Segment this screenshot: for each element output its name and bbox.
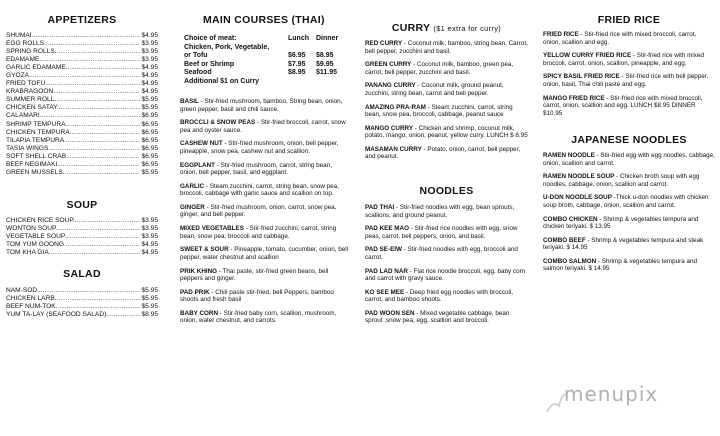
curry-note: Additional $1 on Curry <box>184 77 260 85</box>
menu-item <box>365 104 528 119</box>
soup-heading: SOUP <box>66 199 98 211</box>
menu-item-name: SPRING ROLLS ..... <box>6 48 140 56</box>
menu-item-name: GINGER <box>180 203 205 211</box>
menu-item-name: BASIL <box>180 98 199 105</box>
menu-item-row <box>6 48 158 56</box>
menu-item-row <box>6 104 158 112</box>
menu-item-name: CASHEW NUT <box>180 140 223 148</box>
dinner-header: Dinner <box>316 35 339 42</box>
menu-item <box>365 268 528 283</box>
menu-item-price: $3.95 <box>141 217 158 224</box>
menu-item-row <box>6 161 158 169</box>
menu-item-row <box>6 145 158 153</box>
menu-item-price: $5.95 <box>141 303 158 311</box>
menu-item-name: KO SEE MEE <box>365 288 405 296</box>
column-1 <box>6 0 158 436</box>
menu-item <box>365 204 528 219</box>
menu-item <box>365 40 528 55</box>
menu-item <box>365 61 528 76</box>
menu-item-price: $5.95 <box>141 168 158 176</box>
menu-item-name: YUM TA-LAY (SEAFOOD SALAD) ..... <box>6 311 140 319</box>
main-courses-heading: MAIN COURSES (THAI) <box>203 14 325 26</box>
menu-item-price: $3.95 <box>141 233 158 241</box>
noodles-heading: NOODLES <box>419 185 474 197</box>
menu-item <box>543 237 715 252</box>
menu-item-price: $4.95 <box>141 72 158 80</box>
menu-item-price: $6.95 <box>141 160 158 168</box>
meat-lunch: $6.95 <box>288 52 306 59</box>
menu-item-row <box>6 121 158 129</box>
menu-item <box>180 140 350 155</box>
meat-dinner <box>316 44 344 53</box>
menu-item-name: MANGO FRIED RICE <box>543 94 605 102</box>
menu-item <box>180 225 350 240</box>
menu-item-name: CHICKEN SATAY ..... <box>6 104 140 112</box>
menu-item-name: EGGPLANT <box>180 161 215 169</box>
menu-item-name: PAD PRIK <box>180 288 210 296</box>
menu-item-price: $6.95 <box>141 120 158 128</box>
menu-item <box>180 268 350 283</box>
menu-item-name: CALAMARI ..... <box>6 112 140 120</box>
menu-item-name: BEEF NEGIMAKI ..... <box>6 161 140 169</box>
menu-item-price: $3.95 <box>141 40 158 48</box>
menu-item-description: - Potato, onion, carrot, bell pepper, and peanut. <box>365 145 521 161</box>
menu-item-name: BEEF NUM-TOK ..... <box>6 303 140 311</box>
menu-item-description: - Stir-fried noodles with egg, bean sprouts, scallions, and ground peanut. <box>365 204 515 219</box>
menu-item-description: - Stir-fried rice with mixed broccoli, carrot, onion, scallion, pineapple, and egg. <box>543 52 704 67</box>
menu-item <box>180 310 350 325</box>
menu-item-name: YELLOW CURRY FRIED RICE <box>543 52 632 60</box>
menu-item-row <box>6 303 158 311</box>
menu-item-row <box>6 153 158 161</box>
menu-item-name: SHRIMP TEMPURA ..... <box>6 121 140 129</box>
menu-item <box>180 183 350 198</box>
menu-item-description: -Thick u-don noodles with chicken soup broth, cabbage, onion, scallion and carrot. <box>543 194 709 209</box>
menu-item-row <box>6 311 158 319</box>
lunch-header: Lunch <box>288 35 309 42</box>
menu-item-name: SPICY BASIL FRIED RICE <box>543 73 620 81</box>
menu-item-name: TOM KHA GIA ..... <box>6 249 140 257</box>
menupix-watermark: menupix <box>564 382 659 406</box>
meat-name: Beef or Shrimp <box>184 60 235 68</box>
menu-item-name: CHICKEN LARB ..... <box>6 295 140 303</box>
menu-item-description: - Steam zucchini, carrot, string bean, snow pea, broccoli, cabbage, peanut sauce <box>365 103 513 119</box>
menu-item-description: - Stir-fried rice noodles with egg, snow peas, carrot, bell peppers, onion, and basil. <box>365 225 518 240</box>
menu-item-description: - Chicken broth soup with egg noodles, cabbage, onion, scallion and carrot. <box>543 173 700 188</box>
curry-title: CURRY <box>391 22 431 34</box>
menu-item-name: CHICKEN RICE SOUP ..... <box>6 217 140 225</box>
meat-dinner: $8.95 <box>316 52 334 59</box>
menu-item-name: MASAMAN CURRY <box>365 145 422 153</box>
menu-item-name: GREEN CURRY <box>365 61 412 69</box>
menu-item-name: SWEET & SOUR <box>180 246 229 254</box>
menu-item-name: SUMMER ROLL ..... <box>6 96 140 104</box>
main-courses-list <box>180 98 350 331</box>
menu-item-description: - Stir-fried broccoli, carrot, snow pea and oyster sauce. <box>180 119 346 134</box>
menu-item <box>543 194 715 209</box>
menu-item-row <box>6 233 158 241</box>
menu-item-name: EGG ROLLS ..... <box>6 40 140 48</box>
meat-dinner: $9.95 <box>316 60 334 68</box>
meat-name: Chicken, Pork, Vegetable, <box>184 43 270 51</box>
menu-item-price: $4.95 <box>141 88 158 96</box>
menu-item <box>543 216 715 231</box>
menu-item <box>180 98 350 113</box>
menu-item <box>543 173 715 188</box>
menu-item-name: PAD SE-EIW <box>365 246 402 254</box>
menu-item <box>543 52 715 67</box>
menu-item <box>543 73 715 88</box>
menu-item-name: COMBO SALMON <box>543 257 597 265</box>
menu-item-row <box>6 88 158 96</box>
menu-item-name: VEGETABLE SOUP ..... <box>6 233 140 241</box>
menu-item-price: $6.95 <box>141 152 158 160</box>
appetizers-heading: APPETIZERS <box>47 14 117 26</box>
meat-lunch <box>288 44 316 53</box>
menu-item-description: - Stir-fried rice with mixed broccoli, carrot, onion, scallion and egg. LUNCH $8.95 DINNER $10.95 <box>543 94 703 117</box>
menu-item-name: GARLIC EDAMAME ..... <box>6 64 140 72</box>
menu-item-name: COMBO CHICKEN <box>543 215 598 223</box>
menu-item-name: MIXED VEGETABLES <box>180 225 244 233</box>
menu-item-name: FRIED TOFU ..... <box>6 80 140 88</box>
menu-item-row <box>6 56 158 64</box>
menu-item-row <box>6 137 158 145</box>
menu-item-description: - Shrimp & vegetables tempura and chicken teriyaki. $ 13.95 <box>543 215 699 231</box>
menu-item-price: $4.95 <box>141 241 158 249</box>
menu-item-row <box>6 96 158 104</box>
menu-item-description: - Stir-fried rice with mixed broccoli, carrot, onion, scallion and egg. <box>543 31 697 46</box>
menu-item-name: PAD WOON SEN <box>365 309 415 317</box>
menu-item-name: TILAPIA TEMPURA ..... <box>6 137 140 145</box>
menu-item <box>543 95 715 118</box>
menu-item-description: - Stir-fried mushroom, onion, carrot, snow pea, ginger, and bell pepper. <box>180 203 337 219</box>
fried-rice-list <box>543 31 715 123</box>
menu-item-name: U-DON NOODLE SOUP <box>543 194 612 202</box>
curry-list <box>365 40 528 167</box>
menu-item-name: FRIED RICE <box>543 31 579 38</box>
curry-subtitle: ($1 extra for curry) <box>433 24 502 33</box>
menu-item-name: GREEN MUSSELS ..... <box>6 169 140 177</box>
menu-item-description: - Pineapple, tomato, cucumber, onion, bell pepper, water chestnut and scallion <box>180 246 349 261</box>
menu-item-price: $3.95 <box>141 225 158 233</box>
menu-item-row <box>6 295 158 303</box>
meat-row <box>184 61 344 70</box>
menu-item-price: $6.95 <box>141 144 158 152</box>
meat-header: Choice of meat: <box>184 35 237 42</box>
menu-item-name: SHUMAI ..... <box>6 32 140 40</box>
menu-item-price: $4.95 <box>141 249 158 257</box>
menu-item <box>180 204 350 219</box>
menu-item-price: $5.95 <box>141 104 158 112</box>
menu-item-description: - Shrimp & vegetables tempura and steak teriyaki. $ 14.95 <box>543 236 704 252</box>
menu-item-price: $3.95 <box>141 48 158 56</box>
menu-item <box>180 162 350 177</box>
menu-item-name: TASIA WINGS ..... <box>6 145 140 153</box>
menu-item <box>543 152 715 167</box>
menu-item-name: CHICKEN TEMPURA ..... <box>6 129 140 137</box>
menu-item-name: RED CURRY <box>365 40 403 47</box>
menu-item-name: WONTON SOUP ..... <box>6 225 140 233</box>
menu-item-price: $5.95 <box>141 287 158 294</box>
menu-item-description: - Stir-fried noodles with egg, broccoli and carrot. <box>365 246 518 261</box>
column-4 <box>543 0 715 436</box>
japanese-noodles-list <box>543 152 715 279</box>
soup-list <box>6 217 158 257</box>
menu-item-description: - Stir-fried mushroom, bamboo, String bean, onion, green pepper, basil and chili sauce. <box>180 98 343 113</box>
column-2 <box>180 0 350 436</box>
menu-item-description: - Stir-fried zucchini, carrot, string bean, snow pea, broccoli and cabbage. <box>180 225 337 240</box>
menu-item-row <box>6 241 158 249</box>
menu-item-name: KRABRAGOON ..... <box>6 88 140 96</box>
menu-item-row <box>6 249 158 257</box>
menu-item-price: $3.95 <box>141 56 158 64</box>
menu-item-description: - Thai paste, stir-fried green beans, bell peppers and ginger. <box>180 267 329 282</box>
menu-item-price: $4.95 <box>141 80 158 88</box>
menu-item-name: PAD KEE MAO <box>365 225 409 233</box>
menu-item-name: RAMEN NOODLE SOUP <box>543 173 615 181</box>
fried-rice-heading: FRIED RICE <box>597 14 661 26</box>
menu-item-description: - Stir-fried egg with egg noodles, cabbage, onion, scallion and carrot. <box>543 152 715 167</box>
menu-item-row <box>6 169 158 177</box>
menu-item-name: PAD THAI <box>365 204 395 211</box>
menu-item <box>365 289 528 304</box>
menu-item-description: - Chili paste stir-fried, bell Peppers, bamboo shoots and fresh basil <box>180 288 334 304</box>
menu-item <box>180 246 350 261</box>
menu-item-row <box>6 64 158 72</box>
menu-item-description: - Flat rice noodle broccoli, egg, baby corn and carrot with gravy sauce. <box>365 267 526 283</box>
menu-item-name: COMBO BEEF <box>543 236 586 244</box>
menu-item-description: - Coconut milk, bamboo, green pea, carrot, bell pepper, zucchini and basil. <box>365 61 514 76</box>
menu-item-name: SOFT SHELL CRAB ..... <box>6 153 140 161</box>
salad-list <box>6 287 158 319</box>
meat-name: Seafood <box>184 69 212 76</box>
menu-item-row <box>6 32 158 40</box>
menu-item-name: PRIK KHING <box>180 267 218 275</box>
menu-item-description: - Shrimp & vegetables tempura and salmon teriyaki. $ 14.95 <box>543 257 697 273</box>
menu-item <box>543 31 715 46</box>
menu-item-price: $4.95 <box>141 64 158 72</box>
menu-item <box>365 225 528 240</box>
menu-item <box>180 289 350 304</box>
meat-lunch: $7.95 <box>288 60 306 68</box>
menu-item-price: $4.95 <box>141 32 158 39</box>
column-3 <box>365 0 528 436</box>
menu-item-price: $6.95 <box>141 112 158 120</box>
noodles-list <box>365 204 528 331</box>
appetizers-list <box>6 32 158 177</box>
menu-item <box>365 246 528 261</box>
menu-item <box>543 258 715 273</box>
menu-item-name: NAM-SOD ..... <box>6 287 140 295</box>
menu-item-description: - Mixed vegetable cabbage, bean sprout ,snow pea, egg, scallion and broccoli. <box>365 309 510 325</box>
menu-item-price: $5.95 <box>141 96 158 104</box>
menu-item-row <box>6 225 158 233</box>
japanese-noodles-heading: JAPANESE NOODLES <box>571 134 687 146</box>
meat-lunch: $8.95 <box>288 69 306 76</box>
salad-heading: SALAD <box>63 268 101 280</box>
menu-item-price: $6.95 <box>141 136 158 144</box>
menu-item-name: GARLIC <box>180 182 205 190</box>
menu-item <box>365 125 528 140</box>
menu-item <box>180 119 350 134</box>
menu-item-price: $8.95 <box>141 311 158 319</box>
menu-item <box>365 146 528 161</box>
meat-dinner: $11.95 <box>316 69 338 76</box>
curry-heading <box>365 22 528 34</box>
menu-item-name: AMAZING PRA-RAM <box>365 103 426 111</box>
menu-item-price: $6.95 <box>141 128 158 136</box>
menu-item-row <box>6 287 158 295</box>
meat-price-table <box>184 35 350 86</box>
menu-item <box>365 310 528 325</box>
menu-item-row <box>6 129 158 137</box>
meat-row <box>184 52 344 61</box>
menu-item-name: BROCCLI & SNOW PEAS <box>180 119 256 127</box>
menu-item-price: $5.95 <box>141 295 158 303</box>
meat-name: or Tofu <box>184 52 208 59</box>
menu-item-row <box>6 40 158 48</box>
menu-item-description: - Stir-fried baby corn, scallion, mushroom, onion, water chestnut, and carrots. <box>180 309 337 325</box>
menu-item-description: - Stir-fried mushroom, onion, bell pepper, pineapple, snow pea, cashew nut and scallion. <box>180 140 339 155</box>
menu-item-name: RAMEN NOODLE <box>543 152 595 159</box>
menu-item-description: - Stir-fried mushroom, carrot, string bean, onion, bell pepper, basil, and eggplant. <box>180 161 332 177</box>
meat-row <box>184 69 344 78</box>
menu-item-description: - Steam zucchini, carrot, string bean, snow pea, broccoli, cabbage with garlic sauce and scallion on top. <box>180 182 339 198</box>
menu-item-name: EDAMAME ..... <box>6 56 140 64</box>
meat-row <box>184 44 344 53</box>
menu-item-description: - Chicken and shrimp, coconut milk, potato, mango, onion, peanut, yellow curry. LUNCH $ 8.95 <box>365 124 528 140</box>
menu-item-description: - Stir-fried rice with bell pepper, onion, basil, Thai chili paste and egg. <box>543 73 709 88</box>
menu-item-name: MANGO CURRY <box>365 124 414 132</box>
menu-item-row <box>6 72 158 80</box>
menu-item-name: TOM YUM GOONG ..... <box>6 241 140 249</box>
menu-item-name: PAD LAD NAR <box>365 267 408 275</box>
menu-item-description: - Deep fried egg noodles with broccoli, carrot, and bamboo shoots. <box>365 288 514 304</box>
menu-item-row <box>6 80 158 88</box>
menu-item-name: BABY CORN <box>180 309 219 317</box>
menu-item-name: GYOZA ..... <box>6 72 140 80</box>
menu-item <box>365 82 528 97</box>
menu-item-name: PANANG CURRY <box>365 82 416 90</box>
menu-item-row <box>6 217 158 225</box>
menu-item-description: - Coconut milk, ground peanut, zucchini, string bean, carrot and bell pepper. <box>365 82 504 97</box>
menu-item-description: - Coconut milk, bamboo, string bean, Carrot, bell pepper, zucchini and basil. <box>365 40 528 55</box>
menu-item-row <box>6 112 158 120</box>
